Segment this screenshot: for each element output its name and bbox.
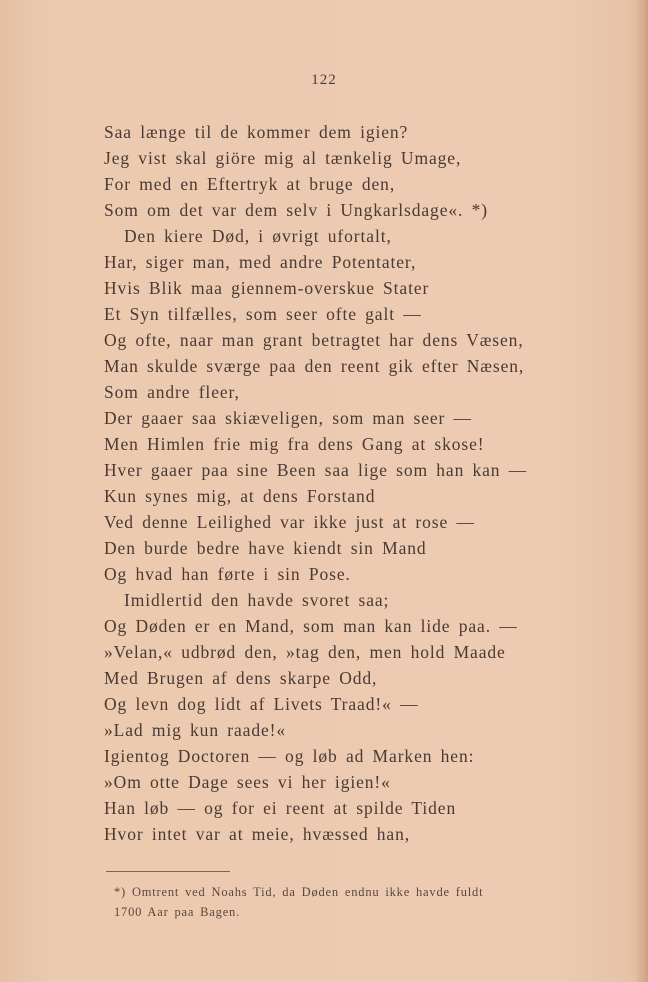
poem-line: Den kiere Død, i øvrigt ufortalt, (124, 226, 392, 246)
poem-line: Og hvad han førte i sin Pose. (104, 564, 351, 584)
poem-line: Og levn dog lidt af Livets Traad!« — (104, 694, 419, 714)
page-number: 122 (311, 72, 337, 88)
poem-line: Kun synes mig, at dens Forstand (104, 486, 376, 506)
footnote-line: *) Omtrent ved Noahs Tid, da Døden endnu ikke havde fuldt (114, 885, 484, 899)
poem-line: Hvis Blik maa giennem-overskue Stater (104, 278, 430, 298)
poem-text (104, 119, 624, 847)
poem-line: »Velan,« udbrød den, »tag den, men hold Maade (104, 642, 506, 662)
footnote (114, 882, 614, 922)
poem-line: »Om otte Dage sees vi her igien!« (104, 772, 391, 792)
poem-line: Som om det var dem selv i Ungkarlsdage«. *) (104, 200, 488, 220)
poem-line: Hvor intet var at meie, hvæssed han, (104, 824, 411, 844)
poem-line: Der gaaer saa skiæveligen, som man seer — (104, 408, 472, 428)
poem-line: Med Brugen af dens skarpe Odd, (104, 668, 378, 688)
poem-line: Imidlertid den havde svoret saa; (124, 590, 390, 610)
poem-line: Hver gaaer paa sine Been saa lige som han kan — (104, 460, 528, 480)
poem-line: For med en Eftertryk at bruge den, (104, 174, 396, 194)
poem-line: Den burde bedre have kiendt sin Mand (104, 538, 427, 558)
poem-line: Jeg vist skal giöre mig al tænkelig Umage, (104, 148, 462, 168)
poem-line: Han løb — og for ei reent at spilde Tiden (104, 798, 457, 818)
poem-line: Saa længe til de kommer dem igien? (104, 122, 409, 142)
poem-line: Og ofte, naar man grant betragtet har dens Væsen, (104, 330, 524, 350)
poem-line: Men Himlen frie mig fra dens Gang at skose! (104, 434, 485, 454)
footnote-divider (106, 871, 230, 872)
poem-line: Ved denne Leilighed var ikke just at rose — (104, 512, 475, 532)
poem-line: Igientog Doctoren — og løb ad Marken hen: (104, 746, 475, 766)
poem-line: Og Døden er en Mand, som man kan lide paa. — (104, 616, 518, 636)
poem-line: »Lad mig kun raade!« (104, 720, 287, 740)
poem-line: Har, siger man, med andre Potentater, (104, 252, 417, 272)
page-edge-shadow (636, 0, 648, 982)
footnote-line: 1700 Aar paa Bagen. (114, 905, 241, 919)
poem-line: Som andre fleer, (104, 382, 240, 402)
poem-line: Man skulde sværge paa den reent gik efter Næsen, (104, 356, 525, 376)
poem-line: Et Syn tilfælles, som seer ofte galt — (104, 304, 422, 324)
